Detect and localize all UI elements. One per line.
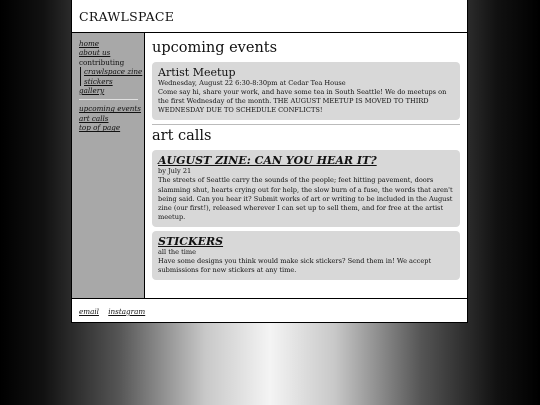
artcall-description: The streets of Seattle carry the sounds of the people; feet hitting pavement, doors slamming shut, hearts crying out for help, the slow burn of a fuse, the words that aren't being said. Can you hear it? Submit works of art or writing to be included in the August zine (our first!), released wherever I can set up to sell them, and for free at the artist meetup. — [158, 176, 453, 221]
sidebar-item-stickers[interactable]: stickers — [84, 76, 113, 86]
site-footer — [72, 299, 467, 322]
footer-link-email[interactable]: email — [79, 307, 99, 316]
artcall-deadline: all the time — [158, 247, 197, 256]
page-frame — [71, 0, 468, 323]
anchor-upcoming-events[interactable]: upcoming events — [79, 104, 141, 114]
artcall-link-zine[interactable]: AUGUST ZINE: CAN YOU HEAR IT? — [158, 154, 377, 168]
sidebar-nav — [72, 33, 145, 298]
event-card — [152, 62, 460, 120]
artcall-card-stickers — [152, 231, 460, 280]
sidebar-item-crawlspace-zine[interactable]: crawlspace zine — [84, 67, 143, 77]
event-title: Artist Meetup — [158, 66, 236, 79]
sidebar-label-contributing: contributing — [79, 57, 125, 67]
artcall-title — [158, 235, 454, 248]
artcall-title — [158, 154, 454, 167]
events-heading: upcoming events — [152, 40, 278, 56]
section-divider — [152, 124, 460, 125]
artcall-link-stickers[interactable]: STICKERS — [158, 234, 224, 248]
artcalls-heading: art calls — [152, 128, 212, 145]
sidebar-item-gallery[interactable]: gallery — [79, 86, 105, 96]
footer-link-instagram[interactable]: instagram — [108, 307, 146, 316]
content-row — [72, 33, 467, 299]
artcall-description: Have some designs you think would make sick stickers? Send them in! We accept submissions for new stickers at any time. — [158, 257, 432, 275]
sidebar-divider — [79, 99, 138, 100]
event-description: Come say hi, share your work, and have some tea in South Seattle! We do meetups on the first Wednesday of the month. THE AUGUST MEETUP IS MOVED TO THIRD WEDNESDAY DUE TO SCHEDULE CONFLICTS! — [158, 88, 447, 115]
artcall-deadline: by July 21 — [158, 167, 192, 176]
anchor-top-of-page[interactable]: top of page — [79, 123, 121, 133]
sidebar-item-about-us[interactable]: about us — [79, 48, 111, 58]
anchor-art-calls[interactable]: art calls — [79, 113, 109, 123]
site-header — [72, 0, 467, 33]
site-title: CRAWLSPACE — [79, 9, 175, 24]
artcall-card-zine — [152, 150, 460, 227]
main-content — [145, 33, 467, 284]
sidebar-item-home[interactable]: home — [79, 39, 100, 48]
sidebar-subgroup-contributing — [80, 67, 144, 86]
event-when: Wednesday, August 22 6:30-8:30pm at Cedar Tea House — [158, 79, 346, 87]
